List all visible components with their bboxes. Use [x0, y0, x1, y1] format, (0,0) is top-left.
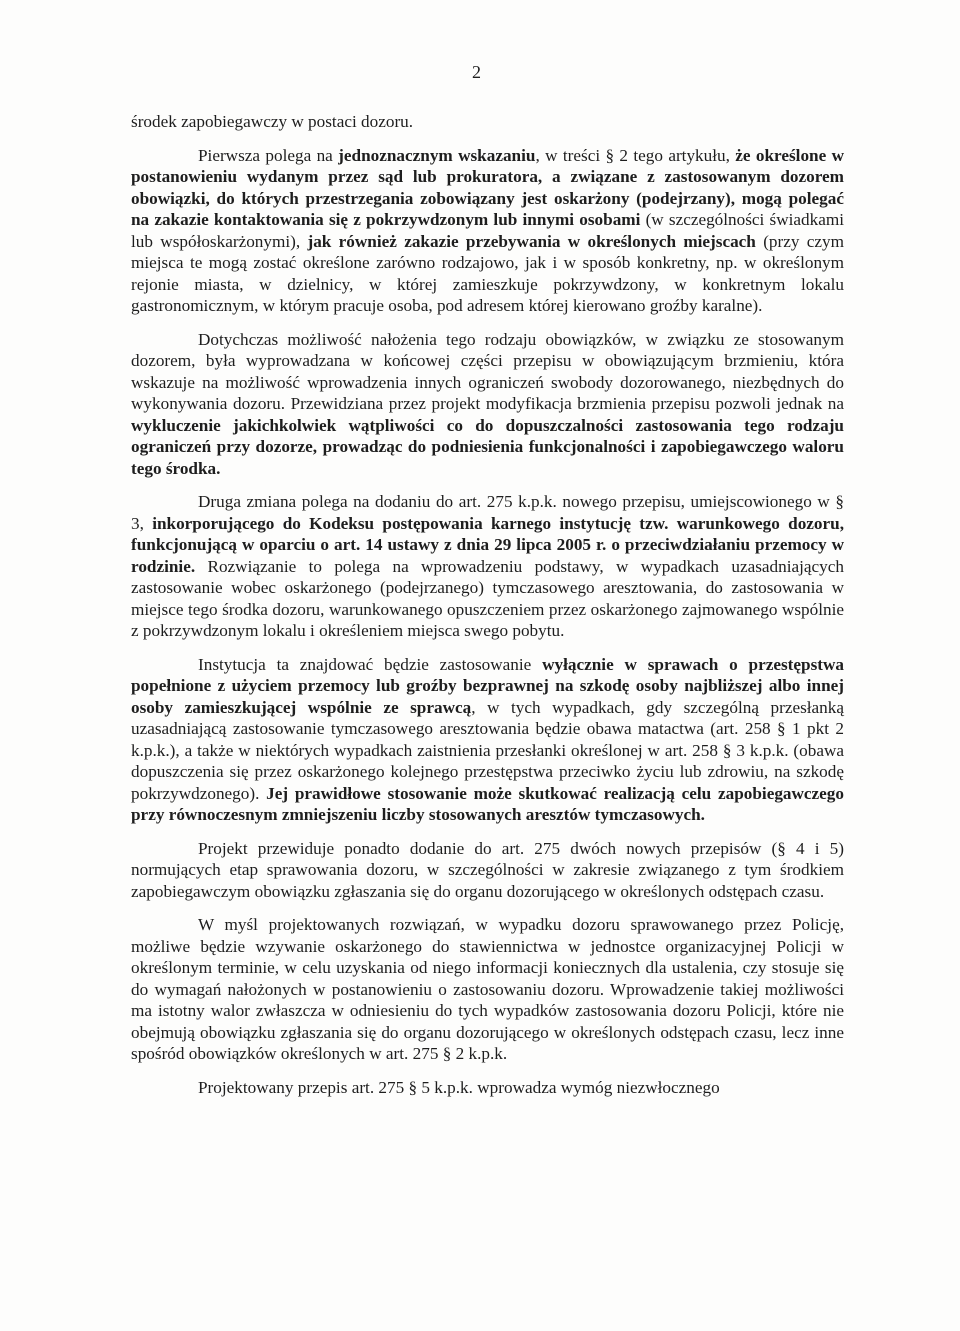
- bold-text: jak również zakazie przebywania w określonych miejscach: [307, 231, 756, 251]
- text-run: Projekt przewiduje ponadto dodanie do art. 275 dwóch nowych przepisów (§ 4 i 5) normujących etap sprawowania dozoru, w szczególności w zakresie związanego z tym środkiem zapobiegawczym obowiązku zgłaszania się do organu dozorującego w określonych odstępach czasu.: [131, 838, 844, 901]
- paragraph: [131, 654, 844, 826]
- page-number: 2: [472, 62, 481, 82]
- text-run: , w treści § 2 tego artykułu,: [535, 145, 736, 165]
- text-run: Instytucja ta znajdować będzie zastosowanie: [198, 654, 543, 674]
- paragraph: [131, 111, 844, 133]
- paragraph: [131, 329, 844, 480]
- paragraph: [131, 914, 844, 1065]
- text-run: środek zapobiegawczy w postaci dozoru.: [131, 112, 414, 131]
- text-run: (przy czym miejsca te mogą zostać określone zarówno rodzajowo, jak i w sposób konkretny, np. w określonym rejonie miasta, w dzielnicy, w której zamieszkuje pokrzywdzony, w konkretnym lokalu gastronomicznym, w którym pracuje osoba, pod adresem której kierowano groźby karalne).: [131, 231, 844, 315]
- bold-text: Jej prawidłowe stosowanie może skutkować realizacją celu zapobiegawczego przy równoczesnym zmniejszeniu liczby stosowanych aresztów tymczasowych.: [131, 783, 844, 824]
- text-run: Druga zmiana polega na dodaniu do art. 275 k.p.k. nowego przepisu, umiejscowionego w § 3,: [131, 492, 844, 533]
- paragraph: [131, 491, 844, 642]
- document-body: [131, 111, 844, 1098]
- bold-text: jednoznacznym wskazaniu: [338, 145, 536, 165]
- bold-text: wyłącznie w sprawach o przestępstwa popełnione z użyciem przemocy lub groźby bezprawnej na szkodę osoby najbliższej albo innej osoby zamieszkującej wspólnie ze sprawcą: [131, 654, 844, 717]
- bold-text: że określone w postanowieniu wydanym przez sąd lub prokuratora, a związane z zastosowanym dozorem obowiązki, do których przestrzegania zobowiązany jest oskarżony (podejrzany), mogą polegać na zakazie kontaktowania się z pokrzywdzonym lub innymi osobami: [131, 145, 844, 229]
- bold-text: inkorporującego do Kodeksu postępowania karnego instytucję tzw. warunkowego dozoru, funkcjonującą w oparciu o art. 14 ustawy z dnia 29 lipca 2005 r. o przeciwdziałaniu przemocy w rodzinie.: [131, 513, 844, 576]
- bold-text: wykluczenie jakichkolwiek wątpliwości co do dopuszczalności zastosowania tego rodzaju ograniczeń przy dozorze, prowadząc do podniesienia funkcjonalności i zapobiegawczego waloru tego środka.: [131, 415, 844, 478]
- text-run: Pierwsza polega na: [198, 145, 339, 165]
- text-run: , w tych wypadkach, gdy szczególną przesłanką uzasadniającą zastosowanie tymczasowego aresztowania będzie obawa matactwa (art. 258 § 1 pkt 2 k.p.k.), a także w niektórych wypadkach zaistnienia przesłanki określonej w art. 258 § 3 k.p.k. (obawa dopuszczenia się przez oskarżonego kolejnego przestępstwa przeciwko życiu lub zdrowiu, na szkodę pokrzywdzonego).: [131, 697, 844, 803]
- text-run: (w szczególności świadkami lub współoskarżonymi),: [131, 210, 844, 251]
- paragraph: [131, 1077, 844, 1099]
- text-run: W myśl projektowanych rozwiązań, w wypadku dozoru sprawowanego przez Policję, możliwe będzie wzywanie oskarżonego do stawiennictwa w jednostce organizacyjnej Policji w określonym terminie, w celu uzyskania od niego informacji koniecznych dla ustalenia, czy stosuje się do wymagań nałożonych w postanowieniu o zastosowaniu dozoru. Wprowadzenie takiej możliwości ma istotny walor zwłaszcza w odniesieniu do tych wypadków zastosowania dozoru Policji, które nie obejmują obowiązku zgłaszania się do organu dozorującego w określonych odstępach czasu, lecz inne spośród obowiązków określonych w art. 275 § 2 k.p.k.: [131, 915, 844, 1063]
- paragraph: [131, 145, 844, 317]
- text-run: Dotychczas możliwość nałożenia tego rodzaju obowiązków, w związku ze stosowanym dozorem, była wyprowadzana w końcowej części przepisu w obowiązującym brzmieniu, która wskazuje na możliwość wprowadzenia innych ograniczeń swobody dozorowanego, niezbędnych do wykonywania dozoru. Przewidziana przez projekt modyfikacja brzmienia przepisu pozwoli jednak na: [131, 329, 844, 413]
- text-run: Projektowany przepis art. 275 § 5 k.p.k. wprowadza wymóg niezwłocznego: [198, 1077, 720, 1097]
- text-run: Rozwiązanie to polega na wprowadzeniu podstawy, w wypadkach uzasadniających zastosowanie wobec oskarżonego (podejrzanego) tymczasowego aresztowania, do zastosowania w miejsce tego środka dozoru, warunkowanego opuszczeniem przez oskarżonego zajmowanego wspólnie z pokrzywdzonym lokalu i określeniem miejsca swego pobytu.: [131, 556, 844, 640]
- paragraph: [131, 838, 844, 903]
